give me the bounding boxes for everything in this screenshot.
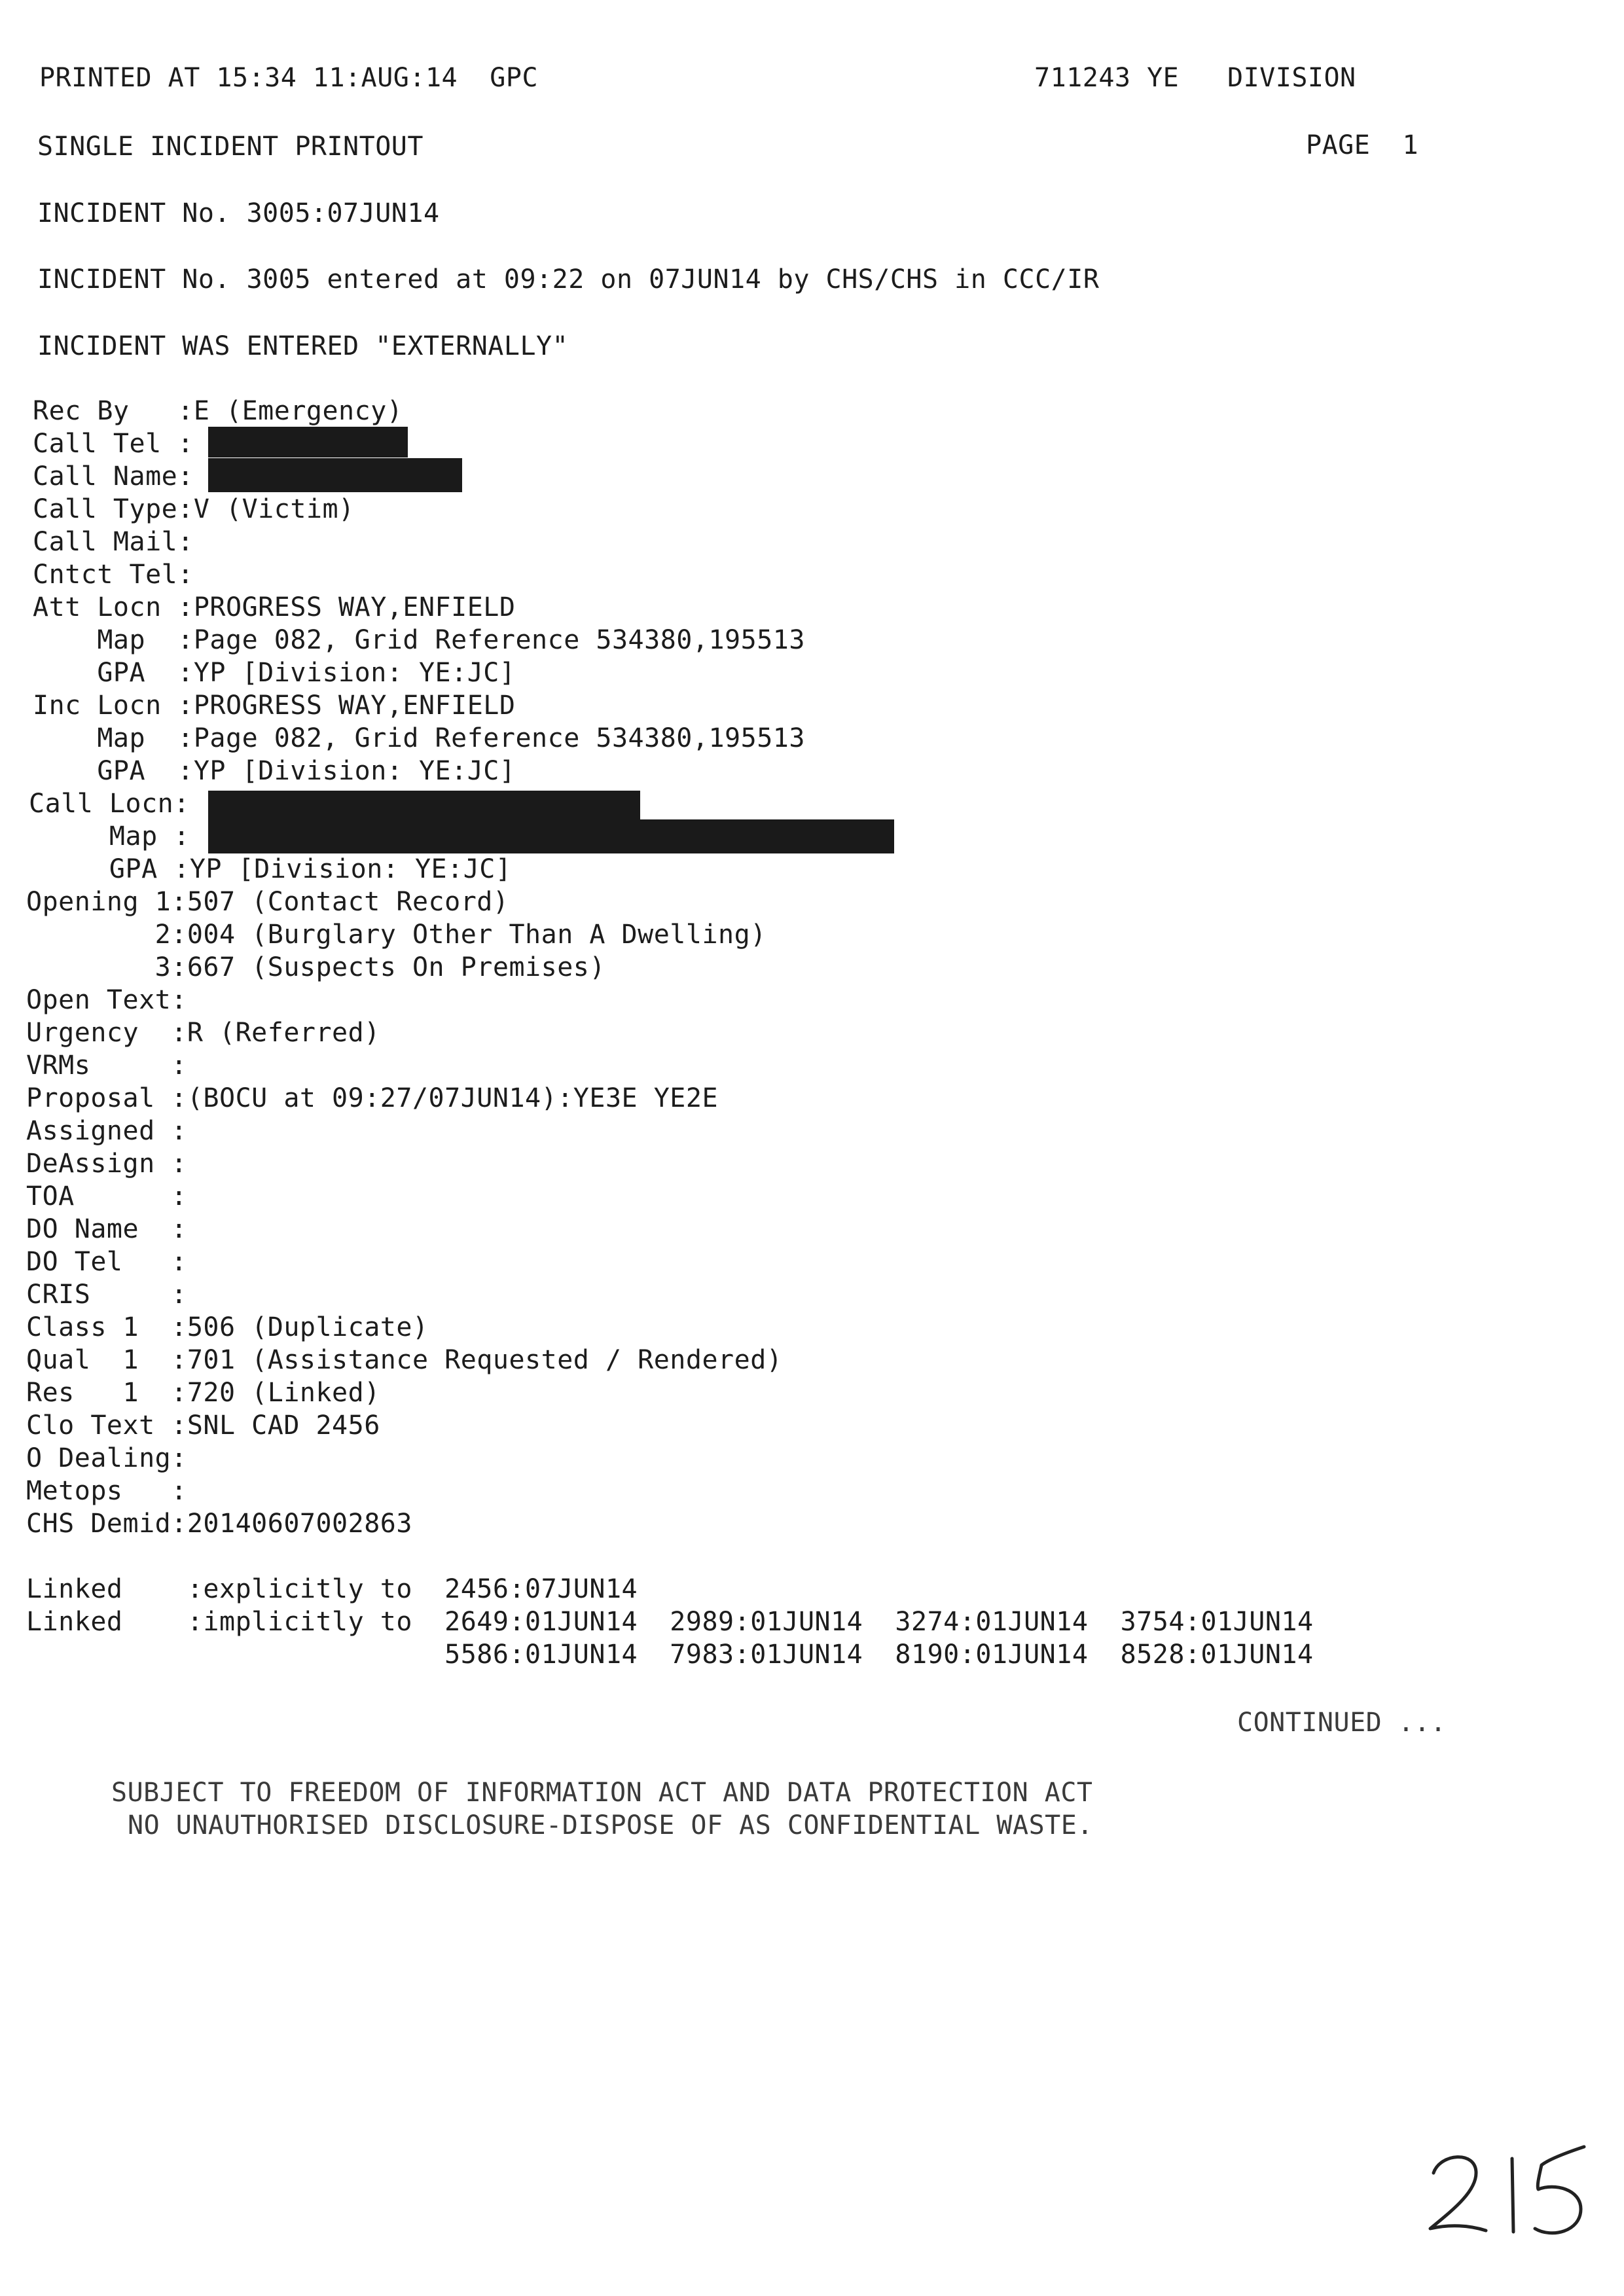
field-class-1: Class 1 :506 (Duplicate) — [26, 1312, 429, 1342]
field-inc-gpa: GPA :YP [Division: YE:JC] — [33, 756, 516, 786]
field-do-name: DO Name : — [26, 1214, 187, 1244]
field-call-gpa: GPA :YP [Division: YE:JC] — [29, 854, 512, 884]
field-clo-text: Clo Text :SNL CAD 2456 — [26, 1410, 380, 1441]
field-qual-1: Qual 1 :701 (Assistance Requested / Rendered) — [26, 1345, 783, 1375]
field-proposal: Proposal :(BOCU at 09:27/07JUN14):YE3E YE2E — [26, 1083, 719, 1113]
field-chs-demid: CHS Demid:20140607002863 — [26, 1509, 412, 1539]
incident-entered-line: INCIDENT No. 3005 entered at 09:22 on 07JUN14 by CHS/CHS in CCC/IR — [37, 264, 1100, 295]
field-call-name: Call Name: — [33, 461, 194, 492]
incident-number-line: INCIDENT No. 3005:07JUN14 — [37, 198, 440, 228]
field-do-tel: DO Tel : — [26, 1247, 187, 1277]
page-indicator: PAGE 1 — [1306, 130, 1419, 160]
field-cntct-tel: Cntct Tel: — [33, 560, 194, 590]
field-inc-map: Map :Page 082, Grid Reference 534380,195513 — [33, 723, 805, 753]
field-inc-locn: Inc Locn :PROGRESS WAY,ENFIELD — [33, 691, 516, 721]
field-opening-1: Opening 1:507 (Contact Record) — [26, 887, 509, 917]
field-open-text: Open Text: — [26, 985, 187, 1015]
field-res-1: Res 1 :720 (Linked) — [26, 1378, 380, 1408]
redaction-block — [208, 458, 462, 492]
printed-at-line: PRINTED AT 15:34 11:AUG:14 GPC — [39, 63, 539, 93]
field-toa: TOA : — [26, 1181, 187, 1211]
field-call-mail: Call Mail: — [33, 527, 194, 557]
linked-explicit-line: Linked :explicitly to 2456:07JUN14 — [26, 1574, 638, 1604]
field-call-locn: Call Locn: — [29, 789, 190, 819]
field-cris: CRIS : — [26, 1280, 187, 1310]
handwritten-page-number — [1414, 2140, 1604, 2245]
field-att-map: Map :Page 082, Grid Reference 534380,195513 — [33, 625, 805, 655]
field-metops: Metops : — [26, 1476, 187, 1506]
field-rec-by: Rec By :E (Emergency) — [33, 396, 403, 426]
document-title: SINGLE INCIDENT PRINTOUT — [37, 132, 424, 162]
field-urgency: Urgency :R (Referred) — [26, 1018, 380, 1048]
field-call-map: Map : — [29, 821, 190, 852]
linked-implicit-line-continued: 5586:01JUN14 7983:01JUN14 8190:01JUN14 8528:01JUN14 — [26, 1640, 1314, 1670]
incident-external-line: INCIDENT WAS ENTERED "EXTERNALLY" — [37, 331, 569, 361]
field-att-locn: Att Locn :PROGRESS WAY,ENFIELD — [33, 592, 516, 622]
field-opening-3: 3:667 (Suspects On Premises) — [26, 952, 605, 982]
continued-marker: CONTINUED ... — [1237, 1708, 1447, 1738]
field-assigned: Assigned : — [26, 1116, 187, 1146]
field-vrms: VRMs : — [26, 1050, 187, 1081]
linked-implicit-line: Linked :implicitly to 2649:01JUN14 2989:01JUN14 3274:01JUN14 3754:01JUN14 — [26, 1607, 1314, 1637]
redaction-block — [208, 791, 640, 823]
field-deassign: DeAssign : — [26, 1149, 187, 1179]
field-att-gpa: GPA :YP [Division: YE:JC] — [33, 658, 516, 688]
redaction-block — [208, 819, 894, 853]
field-call-type: Call Type:V (Victim) — [33, 494, 355, 524]
field-o-dealing: O Dealing: — [26, 1443, 187, 1473]
confidentiality-notice-line-1: SUBJECT TO FREEDOM OF INFORMATION ACT AND DATA PROTECTION ACT — [111, 1778, 1093, 1808]
field-call-tel: Call Tel : — [33, 429, 194, 459]
redaction-block — [208, 427, 408, 457]
confidentiality-notice-line-2: NO UNAUTHORISED DISCLOSURE-DISPOSE OF AS CONFIDENTIAL WASTE. — [128, 1810, 1093, 1840]
division-ref: 711243 YE DIVISION — [1034, 63, 1356, 93]
field-opening-2: 2:004 (Burglary Other Than A Dwelling) — [26, 920, 767, 950]
